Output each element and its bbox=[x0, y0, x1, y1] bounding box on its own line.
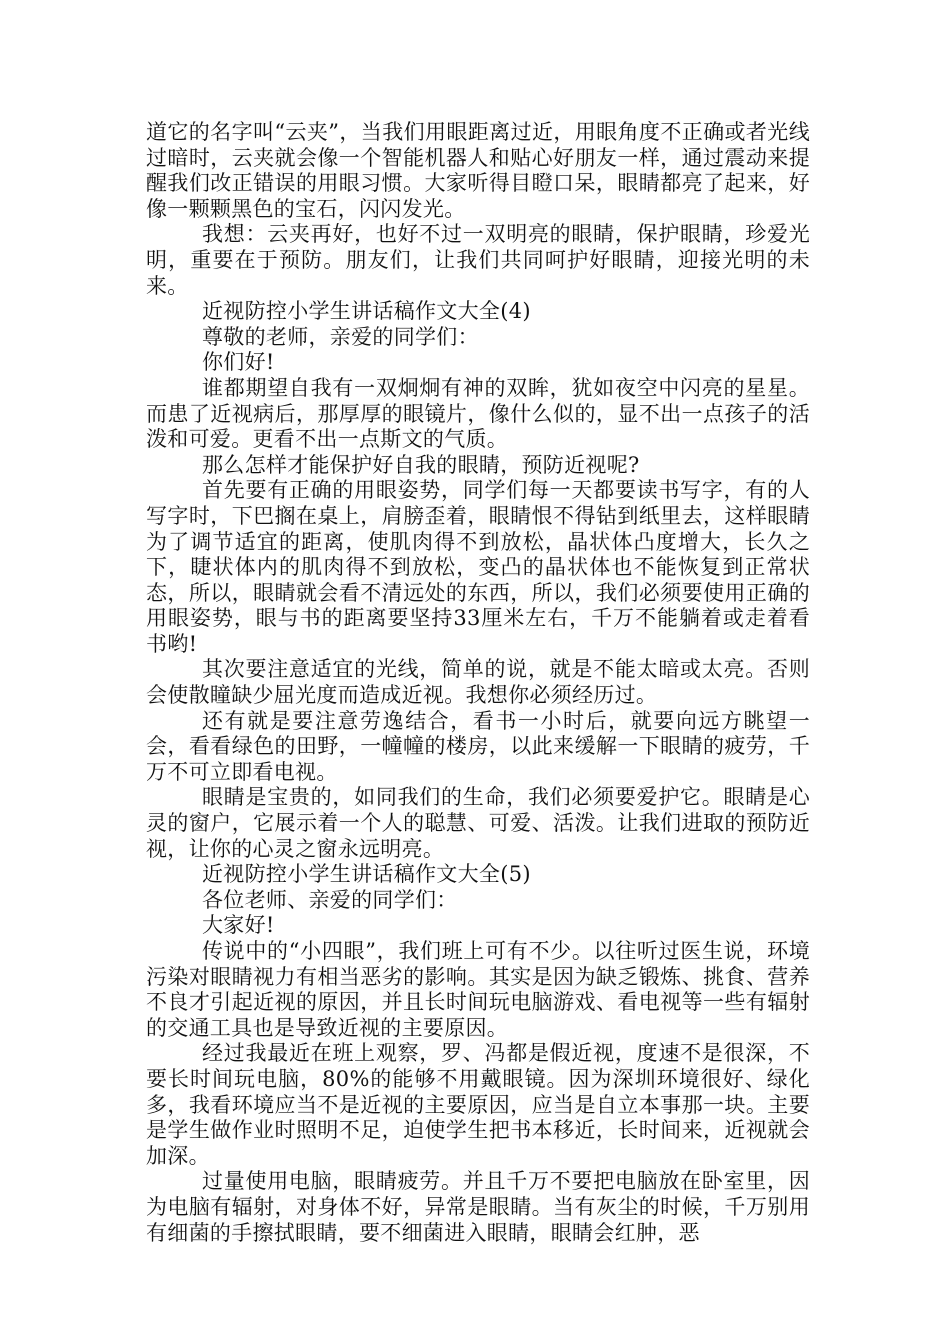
greeting: 你们好! bbox=[202, 350, 275, 375]
paragraph: 传说中的“小四眼”，我们班上可有不少。以往听过医生说，环境污染对眼睛视力有相当恶劣的影响。其实是因为缺乏锻炼、挑食、营养不良才引起近视的原因，并且长时间玩电脑游戏、看电视等一些有辐射的交通工具也是导致近视的主要原因。 bbox=[146, 939, 810, 1040]
paragraph: 经过我最近在班上观察，罗、冯都是假近视，度速不是很深，不要长时间玩电脑，80%的能够不用戴眼镜。因为深圳环境很好、绿化多，我看环境应当不是近视的主要原因，应当是自立本事那一块。主要是学生做作业时照明不足，迫使学生把书本移近，长时间来，近视就会加深。 bbox=[146, 1041, 810, 1168]
paragraph: 那么怎样才能保护好自我的眼睛，预防近视呢? bbox=[202, 452, 640, 477]
paragraph-continued: 道它的名字叫“云夹”，当我们用眼距离过近，用眼角度不正确或者光线过暗时，云夹就会像一个智能机器人和贴心好朋友一样，通过震动来提醒我们改正错误的用眼习惯。大家听得目瞪口呆，眼睛都亮了起来，好像一颗颗黑色的宝石，闪闪发光。 bbox=[146, 120, 810, 221]
paragraph: 我想：云夹再好，也好不过一双明亮的眼睛，保护眼睛，珍爱光明，重要在于预防。朋友们，让我们共同呵护好眼睛，迎接光明的未来。 bbox=[146, 222, 810, 298]
paragraph: 其次要注意适宜的光线，简单的说，就是不能太暗或太亮。否则会使散瞳缺少屈光度而造成近视。我想你必须经历过。 bbox=[146, 657, 810, 708]
paragraph: 首先要有正确的用眼姿势，同学们每一天都要读书写字，有的人写字时，下巴搁在桌上，肩膀歪着，眼睛恨不得钻到纸里去，这样眼睛为了调节适宜的距离，使肌肉得不到放松，晶状体凸度增大，长久之下，睫状体内的肌肉得不到放松，变凸的晶状体也不能恢复到正常状态，所以，眼睛就会看不清远处的东西，所以，我们必须要使用正确的用眼姿势，眼与书的距离要坚持33厘米左右，千万不能躺着或走着看书哟! bbox=[146, 478, 810, 656]
paragraph: 过量使用电脑，眼睛疲劳。并且千万不要把电脑放在卧室里，因为电脑有辐射，对身体不好，异常是眼睛。当有灰尘的时候，千万别用有细菌的手擦拭眼睛，要不细菌进入眼睛，眼睛会红肿，恶 bbox=[146, 1169, 810, 1245]
section-heading-5: 近视防控小学生讲话稿作文大全(5) bbox=[202, 862, 531, 887]
salutation: 各位老师、亲爱的同学们： bbox=[202, 887, 458, 912]
paragraph: 眼睛是宝贵的，如同我们的生命，我们必须要爱护它。眼睛是心灵的窗户，它展示着一个人的聪慧、可爱、活泼。让我们进取的预防近视，让你的心灵之窗永远明亮。 bbox=[146, 785, 810, 861]
section-heading-4: 近视防控小学生讲话稿作文大全(4) bbox=[202, 299, 531, 324]
greeting: 大家好! bbox=[202, 913, 275, 938]
document-body bbox=[146, 120, 810, 1246]
paragraph: 谁都期望自我有一双炯炯有神的双眸，犹如夜空中闪亮的星星。而患了近视病后，那厚厚的眼镜片，像什么似的，显不出一点孩子的活泼和可爱。更看不出一点斯文的气质。 bbox=[146, 375, 810, 452]
paragraph: 还有就是要注意劳逸结合，看书一小时后，就要向远方眺望一会，看看绿色的田野，一幢幢的楼房，以此来缓解一下眼睛的疲劳，千万不可立即看电视。 bbox=[146, 708, 810, 784]
salutation: 尊敬的老师，亲爱的同学们： bbox=[202, 324, 479, 349]
